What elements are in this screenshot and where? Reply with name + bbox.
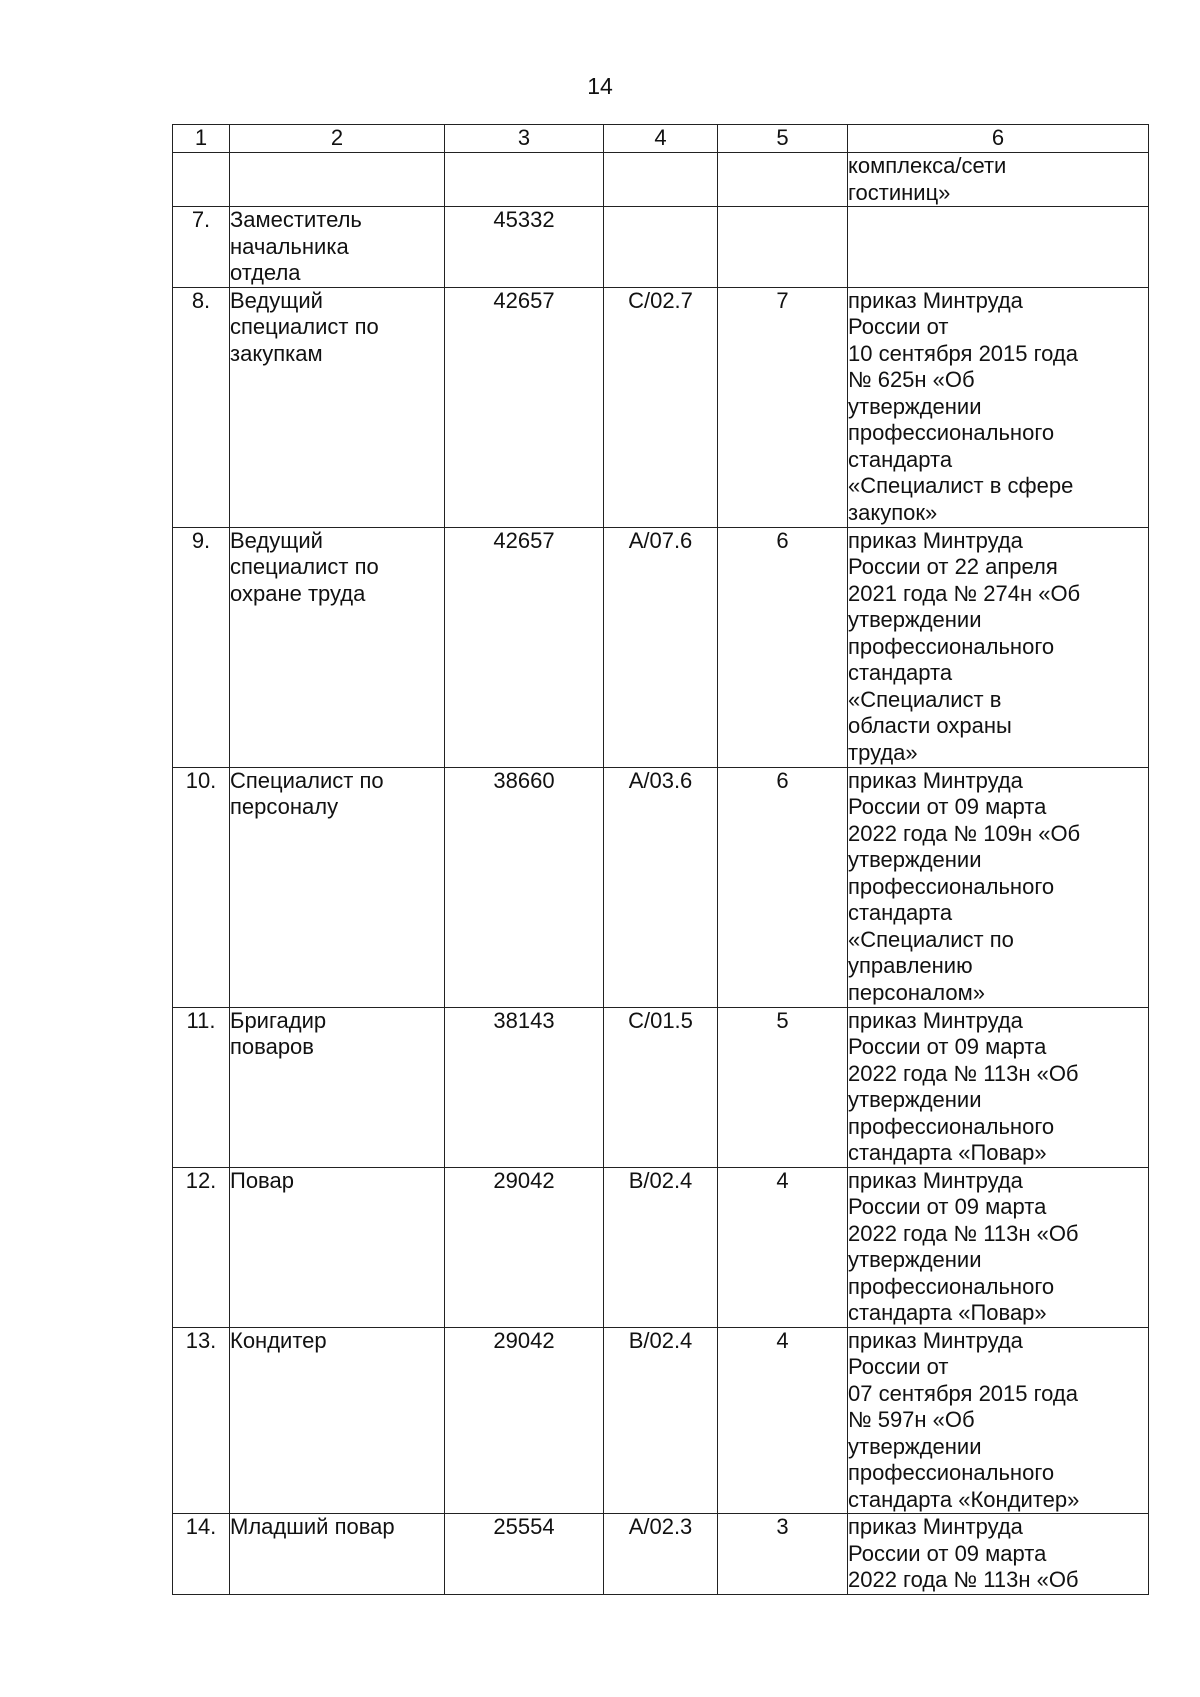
position-name-cell: Ведущий специалист по закупкам <box>230 287 445 527</box>
labor-function-cell: C/02.7 <box>604 287 718 527</box>
row-number-cell <box>173 153 230 207</box>
standard-document-cell: приказ Минтруда России от 09 марта 2022 года № 109н «Об утверждении профессионального стандарта «Специалист по управлению персоналом» <box>848 767 1149 1007</box>
position-code-cell: 29042 <box>445 1327 604 1514</box>
standard-document-cell: приказ Минтруда России от 22 апреля 2021 года № 274н «Об утверждении профессионального стандарта «Специалист в области охраны труда» <box>848 527 1149 767</box>
row-number-cell: 12. <box>173 1167 230 1327</box>
position-name-cell: Заместитель начальника отдела <box>230 207 445 288</box>
row-number-cell: 7. <box>173 207 230 288</box>
standard-document-cell <box>848 207 1149 288</box>
position-name-cell <box>230 153 445 207</box>
row-number-cell: 8. <box>173 287 230 527</box>
staff-table <box>172 124 1149 1595</box>
table-header-row <box>173 125 1149 153</box>
position-code-cell: 38660 <box>445 767 604 1007</box>
column-header: 5 <box>718 125 848 153</box>
standard-document-cell: приказ Минтруда России от 10 сентября 2015 года № 625н «Об утверждении профессионального стандарта «Специалист в сфере закупок» <box>848 287 1149 527</box>
position-name-cell: Младший повар <box>230 1514 445 1595</box>
labor-function-cell <box>604 153 718 207</box>
qualification-level-cell <box>718 153 848 207</box>
qualification-level-cell <box>718 207 848 288</box>
position-name-cell: Ведущий специалист по охране труда <box>230 527 445 767</box>
standard-document-cell: комплекса/сети гостиниц» <box>848 153 1149 207</box>
labor-function-cell: B/02.4 <box>604 1327 718 1514</box>
qualification-level-cell: 5 <box>718 1007 848 1167</box>
position-name-cell: Повар <box>230 1167 445 1327</box>
qualification-level-cell: 6 <box>718 767 848 1007</box>
table-row <box>173 1327 1149 1514</box>
position-code-cell: 25554 <box>445 1514 604 1595</box>
labor-function-cell: A/03.6 <box>604 767 718 1007</box>
table-row <box>173 1007 1149 1167</box>
row-number-cell: 11. <box>173 1007 230 1167</box>
column-header: 1 <box>173 125 230 153</box>
qualification-level-cell: 4 <box>718 1167 848 1327</box>
column-header: 6 <box>848 125 1149 153</box>
position-code-cell: 38143 <box>445 1007 604 1167</box>
table-row <box>173 1514 1149 1595</box>
qualification-level-cell: 7 <box>718 287 848 527</box>
standard-document-cell: приказ Минтруда России от 09 марта 2022 года № 113н «Об утверждении профессионального стандарта «Повар» <box>848 1167 1149 1327</box>
table-row <box>173 527 1149 767</box>
position-name-cell: Кондитер <box>230 1327 445 1514</box>
table-row <box>173 1167 1149 1327</box>
position-name-cell: Специалист по персоналу <box>230 767 445 1007</box>
qualification-level-cell: 4 <box>718 1327 848 1514</box>
page-number: 14 <box>587 73 613 99</box>
position-code-cell: 42657 <box>445 527 604 767</box>
table-row <box>173 767 1149 1007</box>
position-code-cell <box>445 153 604 207</box>
table-row <box>173 287 1149 527</box>
position-code-cell: 42657 <box>445 287 604 527</box>
row-number-cell: 9. <box>173 527 230 767</box>
labor-function-cell: B/02.4 <box>604 1167 718 1327</box>
standard-document-cell: приказ Минтруда России от 07 сентября 2015 года № 597н «Об утверждении профессионального стандарта «Кондитер» <box>848 1327 1149 1514</box>
row-number-cell: 13. <box>173 1327 230 1514</box>
position-code-cell: 45332 <box>445 207 604 288</box>
table-row <box>173 207 1149 288</box>
standard-document-cell: приказ Минтруда России от 09 марта 2022 года № 113н «Об <box>848 1514 1149 1595</box>
qualification-level-cell: 6 <box>718 527 848 767</box>
qualification-level-cell: 3 <box>718 1514 848 1595</box>
position-code-cell: 29042 <box>445 1167 604 1327</box>
column-header: 2 <box>230 125 445 153</box>
row-number-cell: 14. <box>173 1514 230 1595</box>
standard-document-cell: приказ Минтруда России от 09 марта 2022 года № 113н «Об утверждении профессионального стандарта «Повар» <box>848 1007 1149 1167</box>
position-name-cell: Бригадир поваров <box>230 1007 445 1167</box>
labor-function-cell: A/07.6 <box>604 527 718 767</box>
column-header: 4 <box>604 125 718 153</box>
table-row <box>173 153 1149 207</box>
labor-function-cell <box>604 207 718 288</box>
column-header: 3 <box>445 125 604 153</box>
labor-function-cell: A/02.3 <box>604 1514 718 1595</box>
labor-function-cell: C/01.5 <box>604 1007 718 1167</box>
row-number-cell: 10. <box>173 767 230 1007</box>
